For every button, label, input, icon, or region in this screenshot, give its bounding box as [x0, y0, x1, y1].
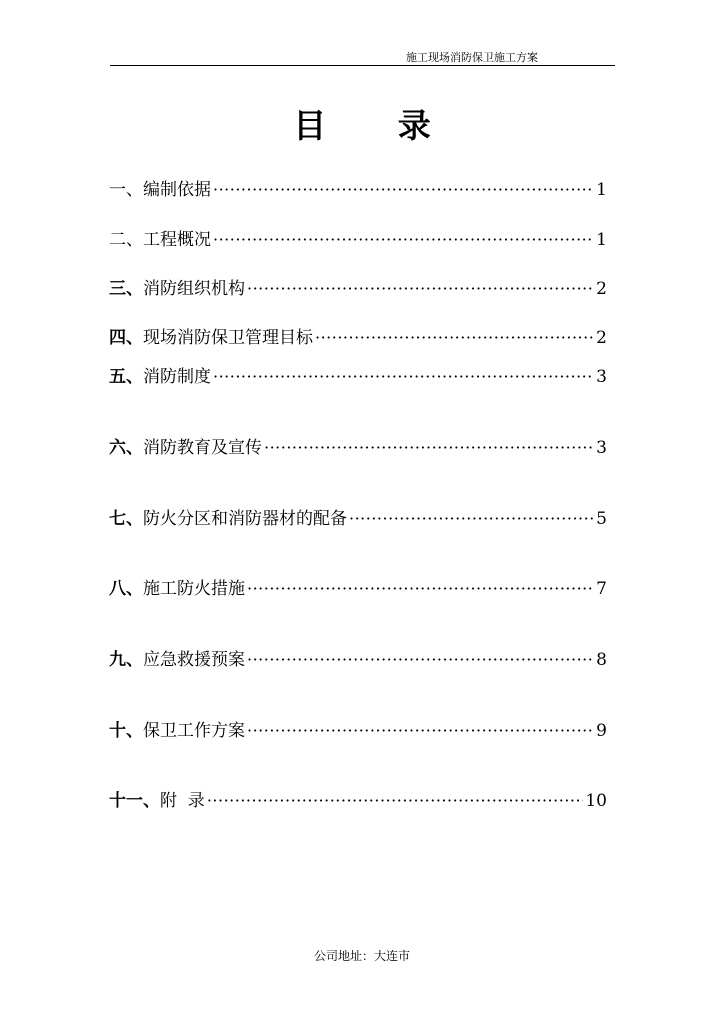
toc-entry-10[interactable]: [109, 717, 607, 745]
toc-dot-leader: [247, 717, 594, 745]
toc-dot-leader: [213, 176, 594, 204]
toc-dot-leader: [207, 787, 584, 815]
toc-dot-leader: [213, 363, 594, 391]
toc-entry-page: 3: [596, 438, 607, 458]
toc-entry-3[interactable]: [109, 275, 607, 303]
toc-dot-leader: [315, 324, 594, 352]
toc-entry-2[interactable]: [109, 226, 607, 254]
toc-entry-number: 十一、: [109, 791, 160, 811]
toc-entry-text: 现场消防保卫管理目标: [143, 328, 313, 348]
toc-entry-page: 9: [596, 721, 607, 741]
toc-entry-7[interactable]: [109, 505, 607, 533]
toc-entry-9[interactable]: [109, 646, 607, 674]
toc-entry-page: 10: [585, 791, 607, 811]
toc-dot-leader: [247, 575, 594, 603]
toc-entry-text: 消防教育及宣传: [143, 438, 262, 458]
toc-entry-text: 附 录: [160, 791, 205, 811]
toc-entry-page: 3: [596, 367, 607, 387]
toc-entry-page: 7: [596, 579, 607, 599]
toc-entry-page: 1: [596, 180, 607, 200]
toc-entry-number: 七、: [109, 509, 143, 529]
toc-entry-number: 五、: [109, 367, 143, 387]
toc-entry-text: 消防制度: [143, 367, 211, 387]
toc-entry-page: 2: [596, 328, 607, 348]
toc-entry-number: 二、: [109, 230, 143, 250]
toc-entry-1[interactable]: [109, 176, 607, 204]
toc-entry-text: 工程概况: [143, 230, 211, 250]
toc-title: 目 录: [293, 106, 461, 145]
toc-entry-number: 六、: [109, 438, 143, 458]
page-footer: 公司地址：大连市: [313, 949, 410, 963]
toc-dot-leader: [349, 505, 594, 533]
toc-entry-11[interactable]: [109, 787, 607, 815]
toc-entry-text: 应急救援预案: [143, 650, 245, 670]
toc-entry-number: 十、: [109, 721, 143, 741]
toc-dot-leader: [264, 434, 594, 462]
toc-entry-text: 保卫工作方案: [143, 721, 245, 741]
toc-entry-text: 施工防火措施: [143, 579, 245, 599]
toc-entry-number: 九、: [109, 650, 143, 670]
toc-entry-4[interactable]: [109, 324, 607, 352]
toc-entry-number: 四、: [109, 328, 143, 348]
toc-dot-leader: [247, 275, 594, 303]
toc-entry-page: 1: [596, 230, 607, 250]
toc-dot-leader: [247, 646, 594, 674]
toc-entry-page: 8: [596, 650, 607, 670]
toc-entry-number: 一、: [109, 180, 143, 200]
toc-dot-leader: [213, 226, 594, 254]
toc-entry-8[interactable]: [109, 575, 607, 603]
toc-entry-6[interactable]: [109, 434, 607, 462]
header-divider: [110, 65, 615, 66]
toc-entry-page: 2: [596, 279, 607, 299]
header-title: 施工现场消防保卫施工方案: [406, 51, 538, 64]
toc-entry-5[interactable]: [109, 363, 607, 391]
toc-entry-number: 八、: [109, 579, 143, 599]
toc-entry-text: 编制依据: [143, 180, 211, 200]
toc-entry-number: 三、: [109, 279, 143, 299]
toc-entry-page: 5: [596, 509, 607, 529]
toc-entry-text: 消防组织机构: [143, 279, 245, 299]
toc-entry-text: 防火分区和消防器材的配备: [143, 509, 347, 529]
